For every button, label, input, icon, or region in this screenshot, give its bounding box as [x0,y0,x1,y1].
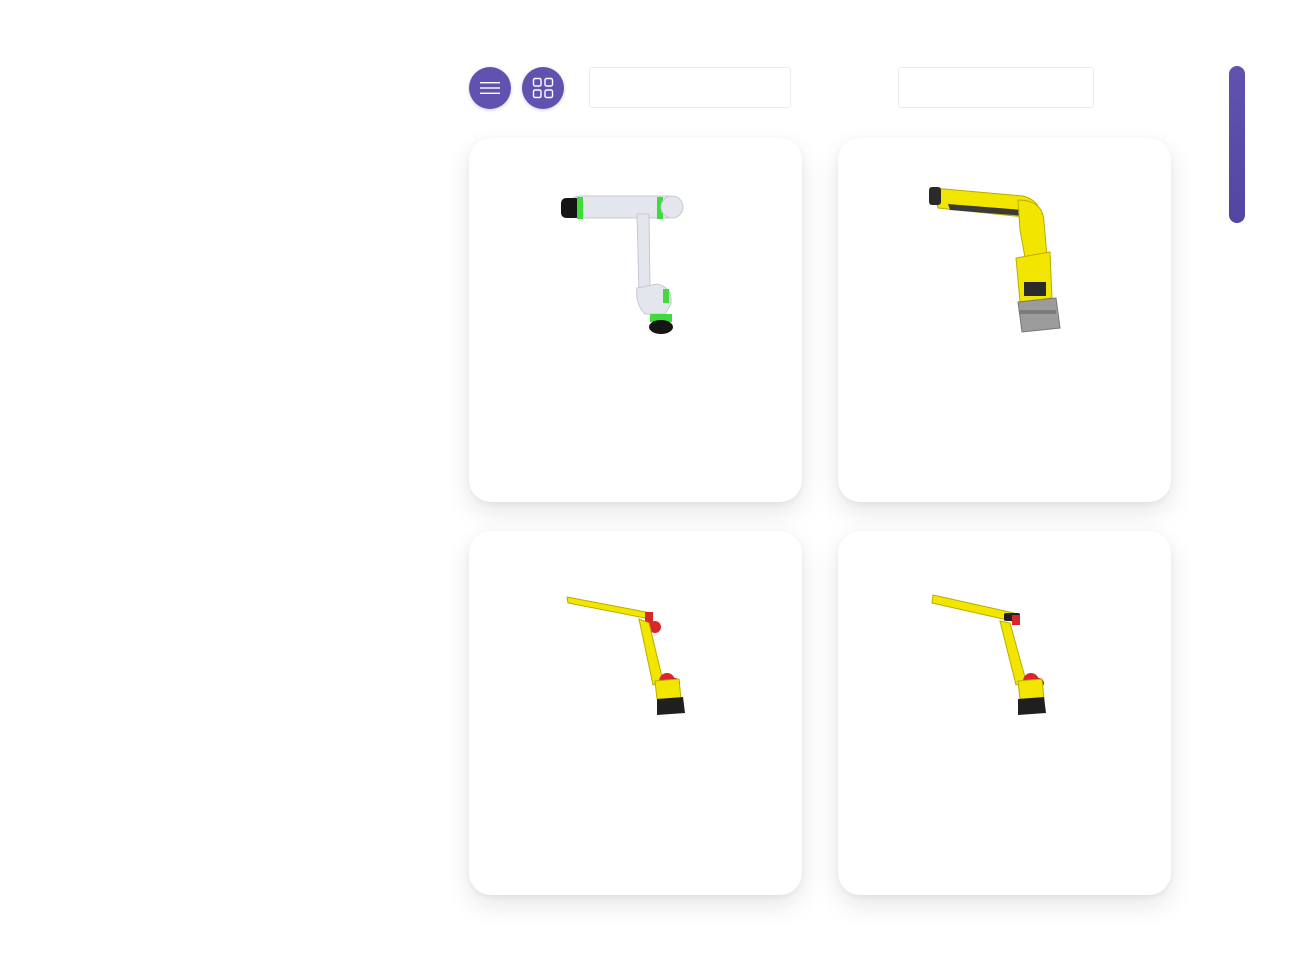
robot-card-industrial[interactable] [838,138,1171,502]
long-reach-robot-arm-icon [838,531,1171,895]
industrial-robot-arm-icon [838,138,1171,502]
search-input[interactable] [898,67,1094,108]
grid-view-icon [532,77,554,99]
hamburger-menu-icon [479,80,501,96]
long-reach-robot-arm-icon [469,531,802,895]
robot-card-long-reach-2[interactable] [838,531,1171,895]
toolbar [469,66,575,110]
filter-input[interactable] [589,67,791,108]
menu-button[interactable] [469,67,511,109]
robot-card-collaborative[interactable] [469,138,802,502]
grid-view-button[interactable] [522,67,564,109]
collaborative-robot-arm-icon [469,138,802,502]
robot-card-long-reach-1[interactable] [469,531,802,895]
scrollbar-thumb[interactable] [1229,66,1245,223]
